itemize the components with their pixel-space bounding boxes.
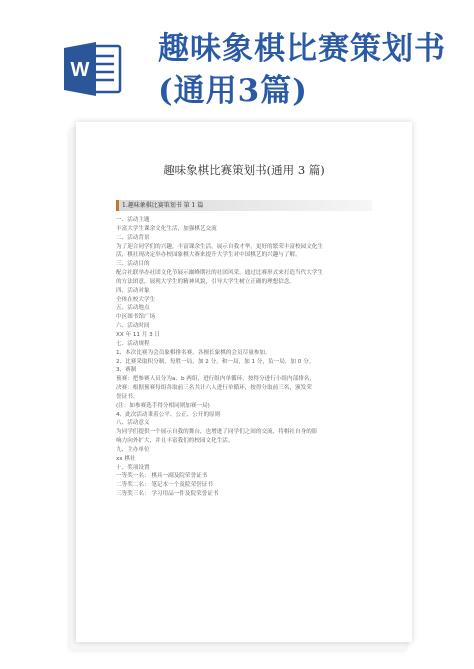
body-line: 中区图书馆广场 (116, 314, 156, 321)
body-line: (注：如参赛选手得分相同则加赛一局) (116, 402, 210, 409)
body-line: 八、活动意义 (116, 420, 150, 427)
body-line: 二、活动背景 (116, 234, 150, 241)
body-line: 预赛：把参赛人员分为a、b 两组，进行组内单循环，按得分进行小组内部排名， (116, 376, 315, 383)
body-line: XX 年 11 月 3 日 (116, 331, 161, 338)
body-line: 一等奖一名： 棋具一副及院荣誉证书 (116, 473, 208, 480)
section-heading (116, 200, 372, 211)
body-line: 四、活动对象 (116, 287, 150, 294)
body-line: 全体在校大学生 (116, 296, 156, 303)
body-line: 二等奖二名： 笔记本一个及院荣誉证书 (116, 482, 213, 489)
body-line: 为了迎合同学们的兴趣，丰富课余生活，展示自我才华，更好的繁荣丰富校园文化生 (116, 243, 323, 250)
body-line: 丰富大学生课余文化生活，加强棋艺交流 (116, 225, 217, 232)
section-heading-marker (116, 200, 119, 211)
document-title: 趣味象棋比赛策划书(通用 3 篇) (163, 163, 325, 177)
body-line: 决赛：根据预赛每组各取前三名共计六人进行单循环，按得分取前三名，颁发荣 (116, 385, 312, 392)
body-line: 三、活动目的 (116, 261, 150, 268)
body-line: 3、赛制 (116, 367, 137, 374)
body-line: 一、活动主题 (116, 217, 150, 223)
document-body (116, 216, 378, 499)
body-line: 响力向外扩大，并且丰富我们的校园文化生活。 (116, 438, 234, 445)
body-line: 1、本次比赛为会员象棋排名赛，各擅长象棋的会员尽量参加。 (116, 349, 271, 356)
body-line: 誉证书。 (116, 393, 139, 400)
body-line: 七、活动规程 (116, 340, 150, 347)
svg-text:W: W (70, 59, 90, 81)
body-line: 2、比赛采取积分制，每胜一局，加 2 分，和一局，加 1 分，负一局，加 0 分。 (116, 358, 315, 365)
body-line: 的方法团意，展现大学生的精神风貌，引导大学生树立正确的理想信念。 (116, 278, 296, 285)
word-logo-icon (62, 40, 124, 98)
body-line: xx 棋社 (116, 455, 136, 462)
body-line: 十、奖项设置 (116, 464, 150, 471)
body-line: 九、主办单位 (116, 446, 150, 453)
body-line: 配合社联举办社团文化节展示巅峰期社的社团风采，通过比赛形式来打造当代大学生 (116, 270, 323, 277)
body-line: 4、此次活动秉着公平、公正、公开的原则 (116, 411, 221, 418)
body-line: 五、活动地点 (116, 305, 150, 312)
body-line: 六、活动时间 (116, 323, 150, 330)
page-title: 趣味象棋比赛策划书(通用3篇) (158, 31, 446, 109)
section-heading-text: 1.趣味象棋比赛策划书 第 1 篇 (122, 202, 204, 209)
body-line: 活，棋社现决定举办校园象棋大赛来提升大学生对中国棋艺的兴趣与了解。 (116, 252, 301, 259)
body-line: 为同学们提供一个展示自我的舞台，也增进了同学们之间的交流，将棋社自身的影 (116, 429, 318, 436)
document-page (76, 122, 412, 642)
body-line: 三等奖三名： 学习用品一件及院荣誉证书 (116, 491, 219, 498)
